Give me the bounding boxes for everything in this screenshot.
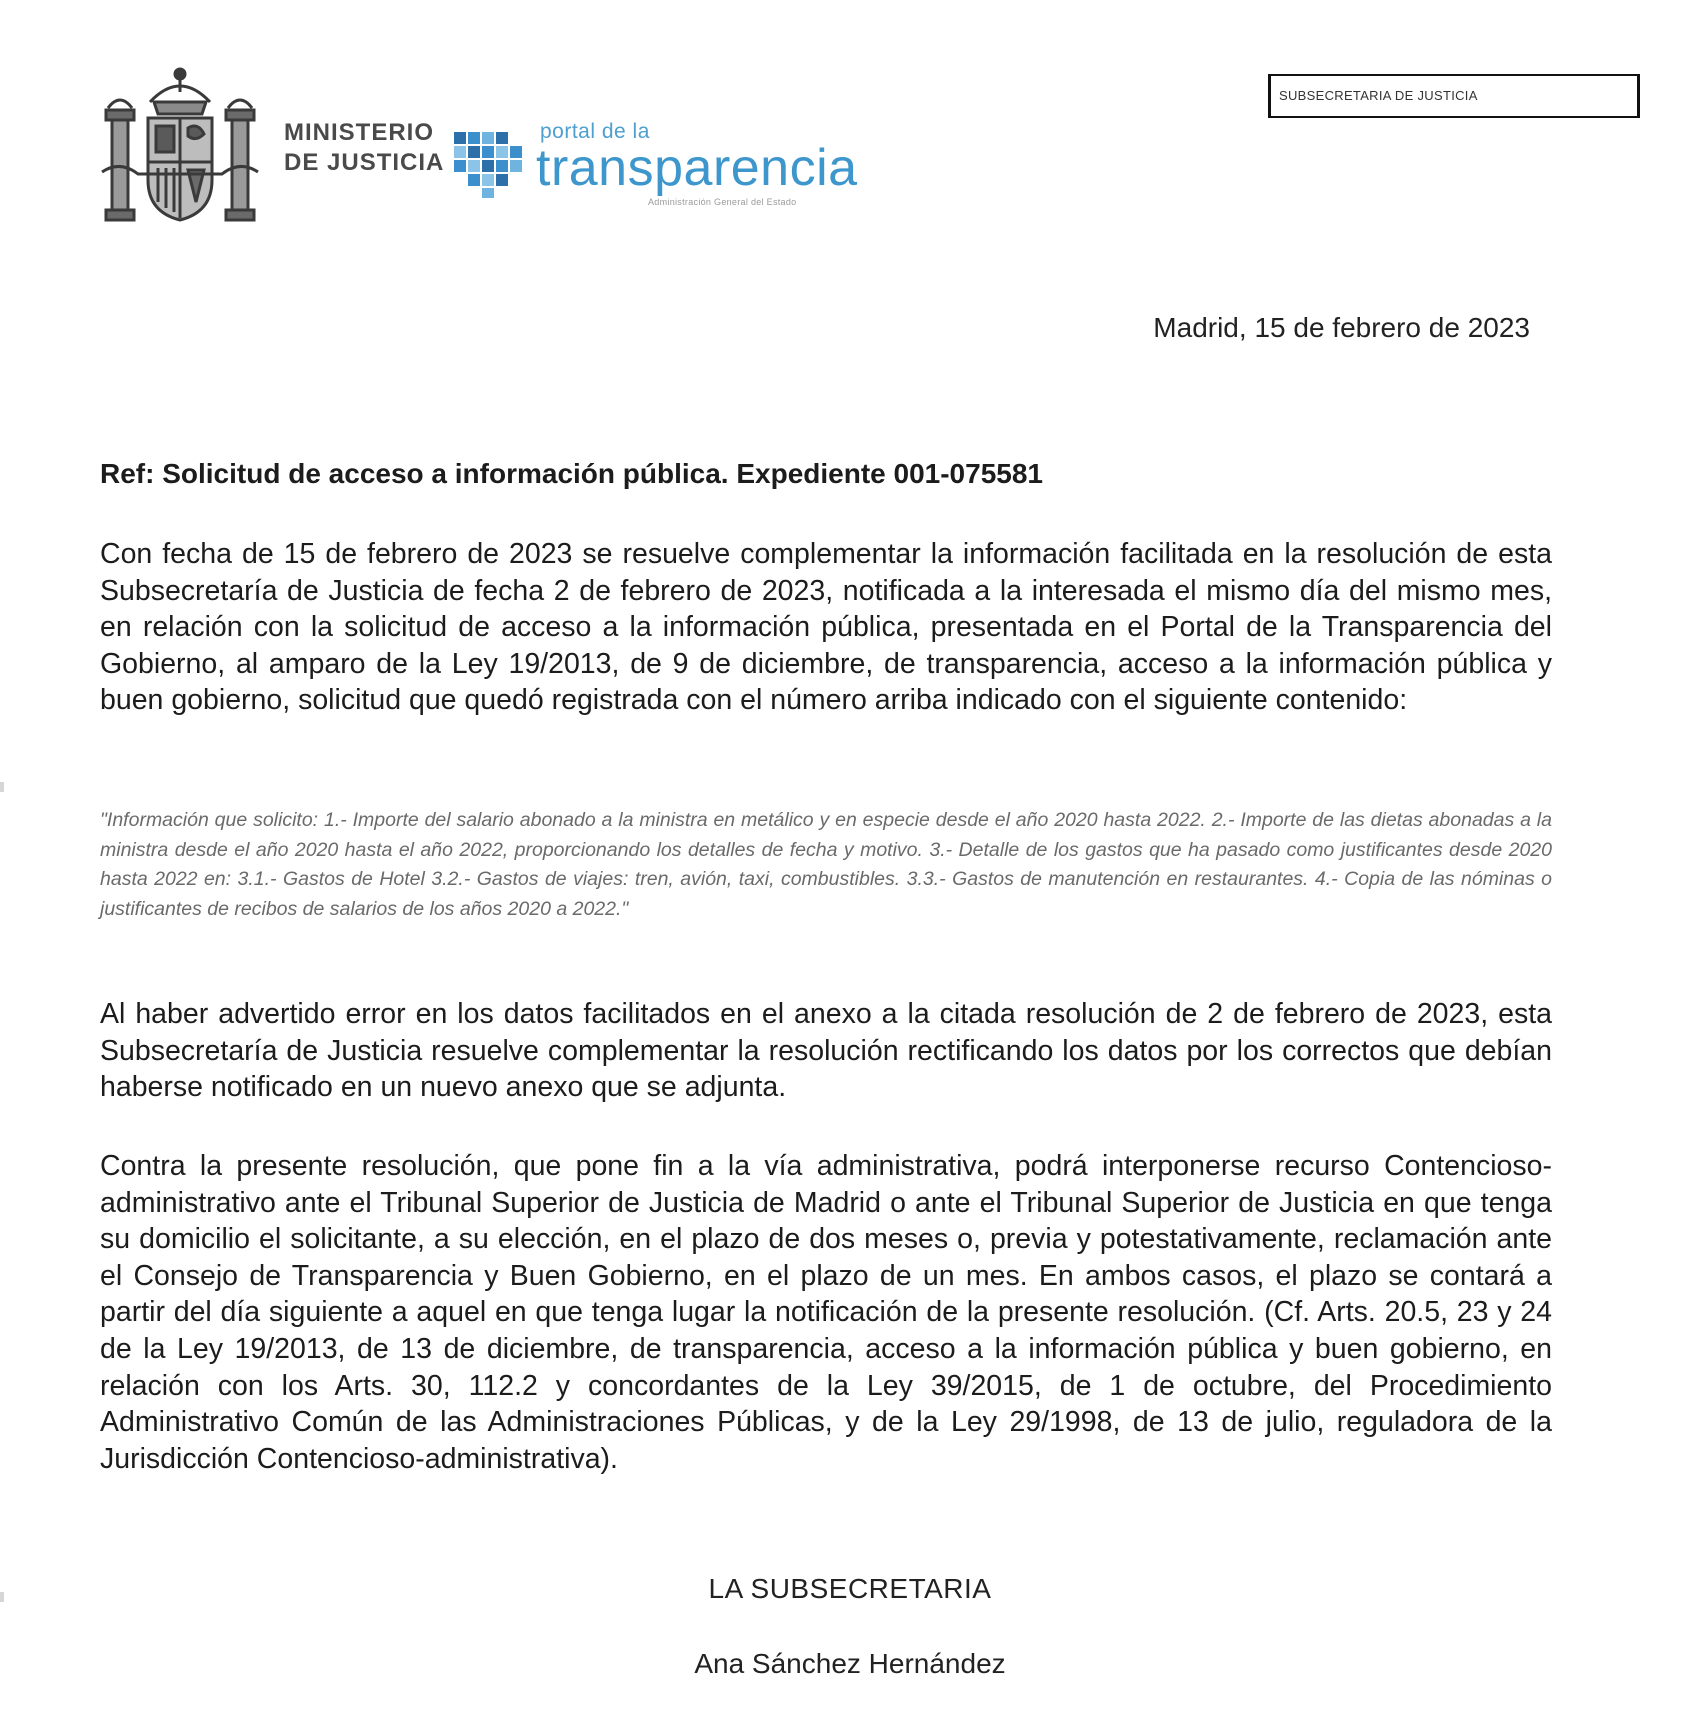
ministry-name-line-1: MINISTERIO [284, 119, 435, 146]
scan-artifact [0, 782, 4, 792]
sender-label: SUBSECRETARIA DE JUSTICIA [1279, 88, 1478, 103]
reference-line: Ref: Solicitud de acceso a información pública. Expediente 001-075581 [100, 458, 1043, 489]
portal-small-title: portal de la [540, 120, 650, 143]
paragraph-resolution: Al haber advertido error en los datos facilitados en el anexo a la citada resolución de 2 de febrero de 2023, esta Subsecretaría de Justicia resuelve complementar la resolución rectificando los datos por los correctos que debían haberse notificado en un nuevo anexo que se adjunta. [100, 998, 1552, 1104]
request-quote: "Información que solicito: 1.- Importe del salario abonado a la ministra en metálico y en especie desde el año 2020 hasta 2022. 2.- Importe de las dietas abonadas a la ministra desde el año 2020 hasta el año 2022, proporcionando los detalles de fecha y motivo. 3.- Detalle de los gastos que ha pasado como justificantes desde 2020 hasta 2022 en: 3.1.- Gastos de Hotel 3.2.- Gastos de viajes: tren, avión, taxi, combustibles. 3.3.- Gastos de manutención en restaurantes. 4.- Copia de las nóminas o justificantes de recibos de salarios de los años 2020 a 2022." [100, 809, 1552, 920]
sender-box [1268, 74, 1640, 118]
signatory-title: LA SUBSECRETARIA [708, 1573, 992, 1604]
spain-coat-of-arms-icon [98, 62, 262, 232]
ministry-name [284, 118, 454, 178]
paragraph-introduction: Con fecha de 15 de febrero de 2023 se resuelve complementar la información facilitada en la resolución de esta Subsecretaría de Justicia de fecha 2 de febrero de 2023, notificada a la interesada el mismo día del mismo mes, en relación con la solicitud de acceso a la información pública, presentada en el Portal de la Transparencia del Gobierno, al amparo de la Ley 19/2013, de 9 de diciembre, de transparencia, acceso a la información pública y buen gobierno, solicitud que quedó registrada con el número arriba indicado con el siguiente contenido: [100, 538, 1552, 717]
transparency-portal-logo-icon [452, 126, 536, 200]
signatory-name: Ana Sánchez Hernández [694, 1648, 1006, 1679]
scan-artifact [0, 1592, 4, 1602]
letter-date: Madrid, 15 de febrero de 2023 [1153, 312, 1530, 343]
portal-caption: Administración General del Estado [648, 197, 797, 207]
ministry-name-line-2: DE JUSTICIA [284, 149, 445, 176]
transparency-portal-logo [452, 118, 858, 208]
paragraph-appeal: Contra la presente resolución, que pone fin a la vía administrativa, podrá interponerse recurso Contencioso-administrativo ante el Tribunal Superior de Justicia de Madrid o ante el Tribunal Superior de Justicia en que tenga su domicilio el solicitante, a su elección, en el plazo de dos meses o, previa y potestativamente, reclamación ante el Consejo de Transparencia y Buen Gobierno, en el plazo de un mes. En ambos casos, el plazo se contará a partir del día siguiente a aquel en que tenga lugar la notificación de la presente resolución. (Cf. Arts. 20.5, 23 y 24 de la Ley 19/2013, de 13 de diciembre, de transparencia, acceso a la información pública y buen gobierno, en relación con los Arts. 30, 112.2 y concordantes de la Ley 39/2015, de 1 de octubre, del Procedimiento Administrativo Común de las Administraciones Públicas, y de la Ley 29/1998, de 13 de julio, reguladora de la Jurisdicción Contencioso-administrativa). [100, 1150, 1552, 1475]
portal-large-title: transparencia [536, 139, 858, 197]
